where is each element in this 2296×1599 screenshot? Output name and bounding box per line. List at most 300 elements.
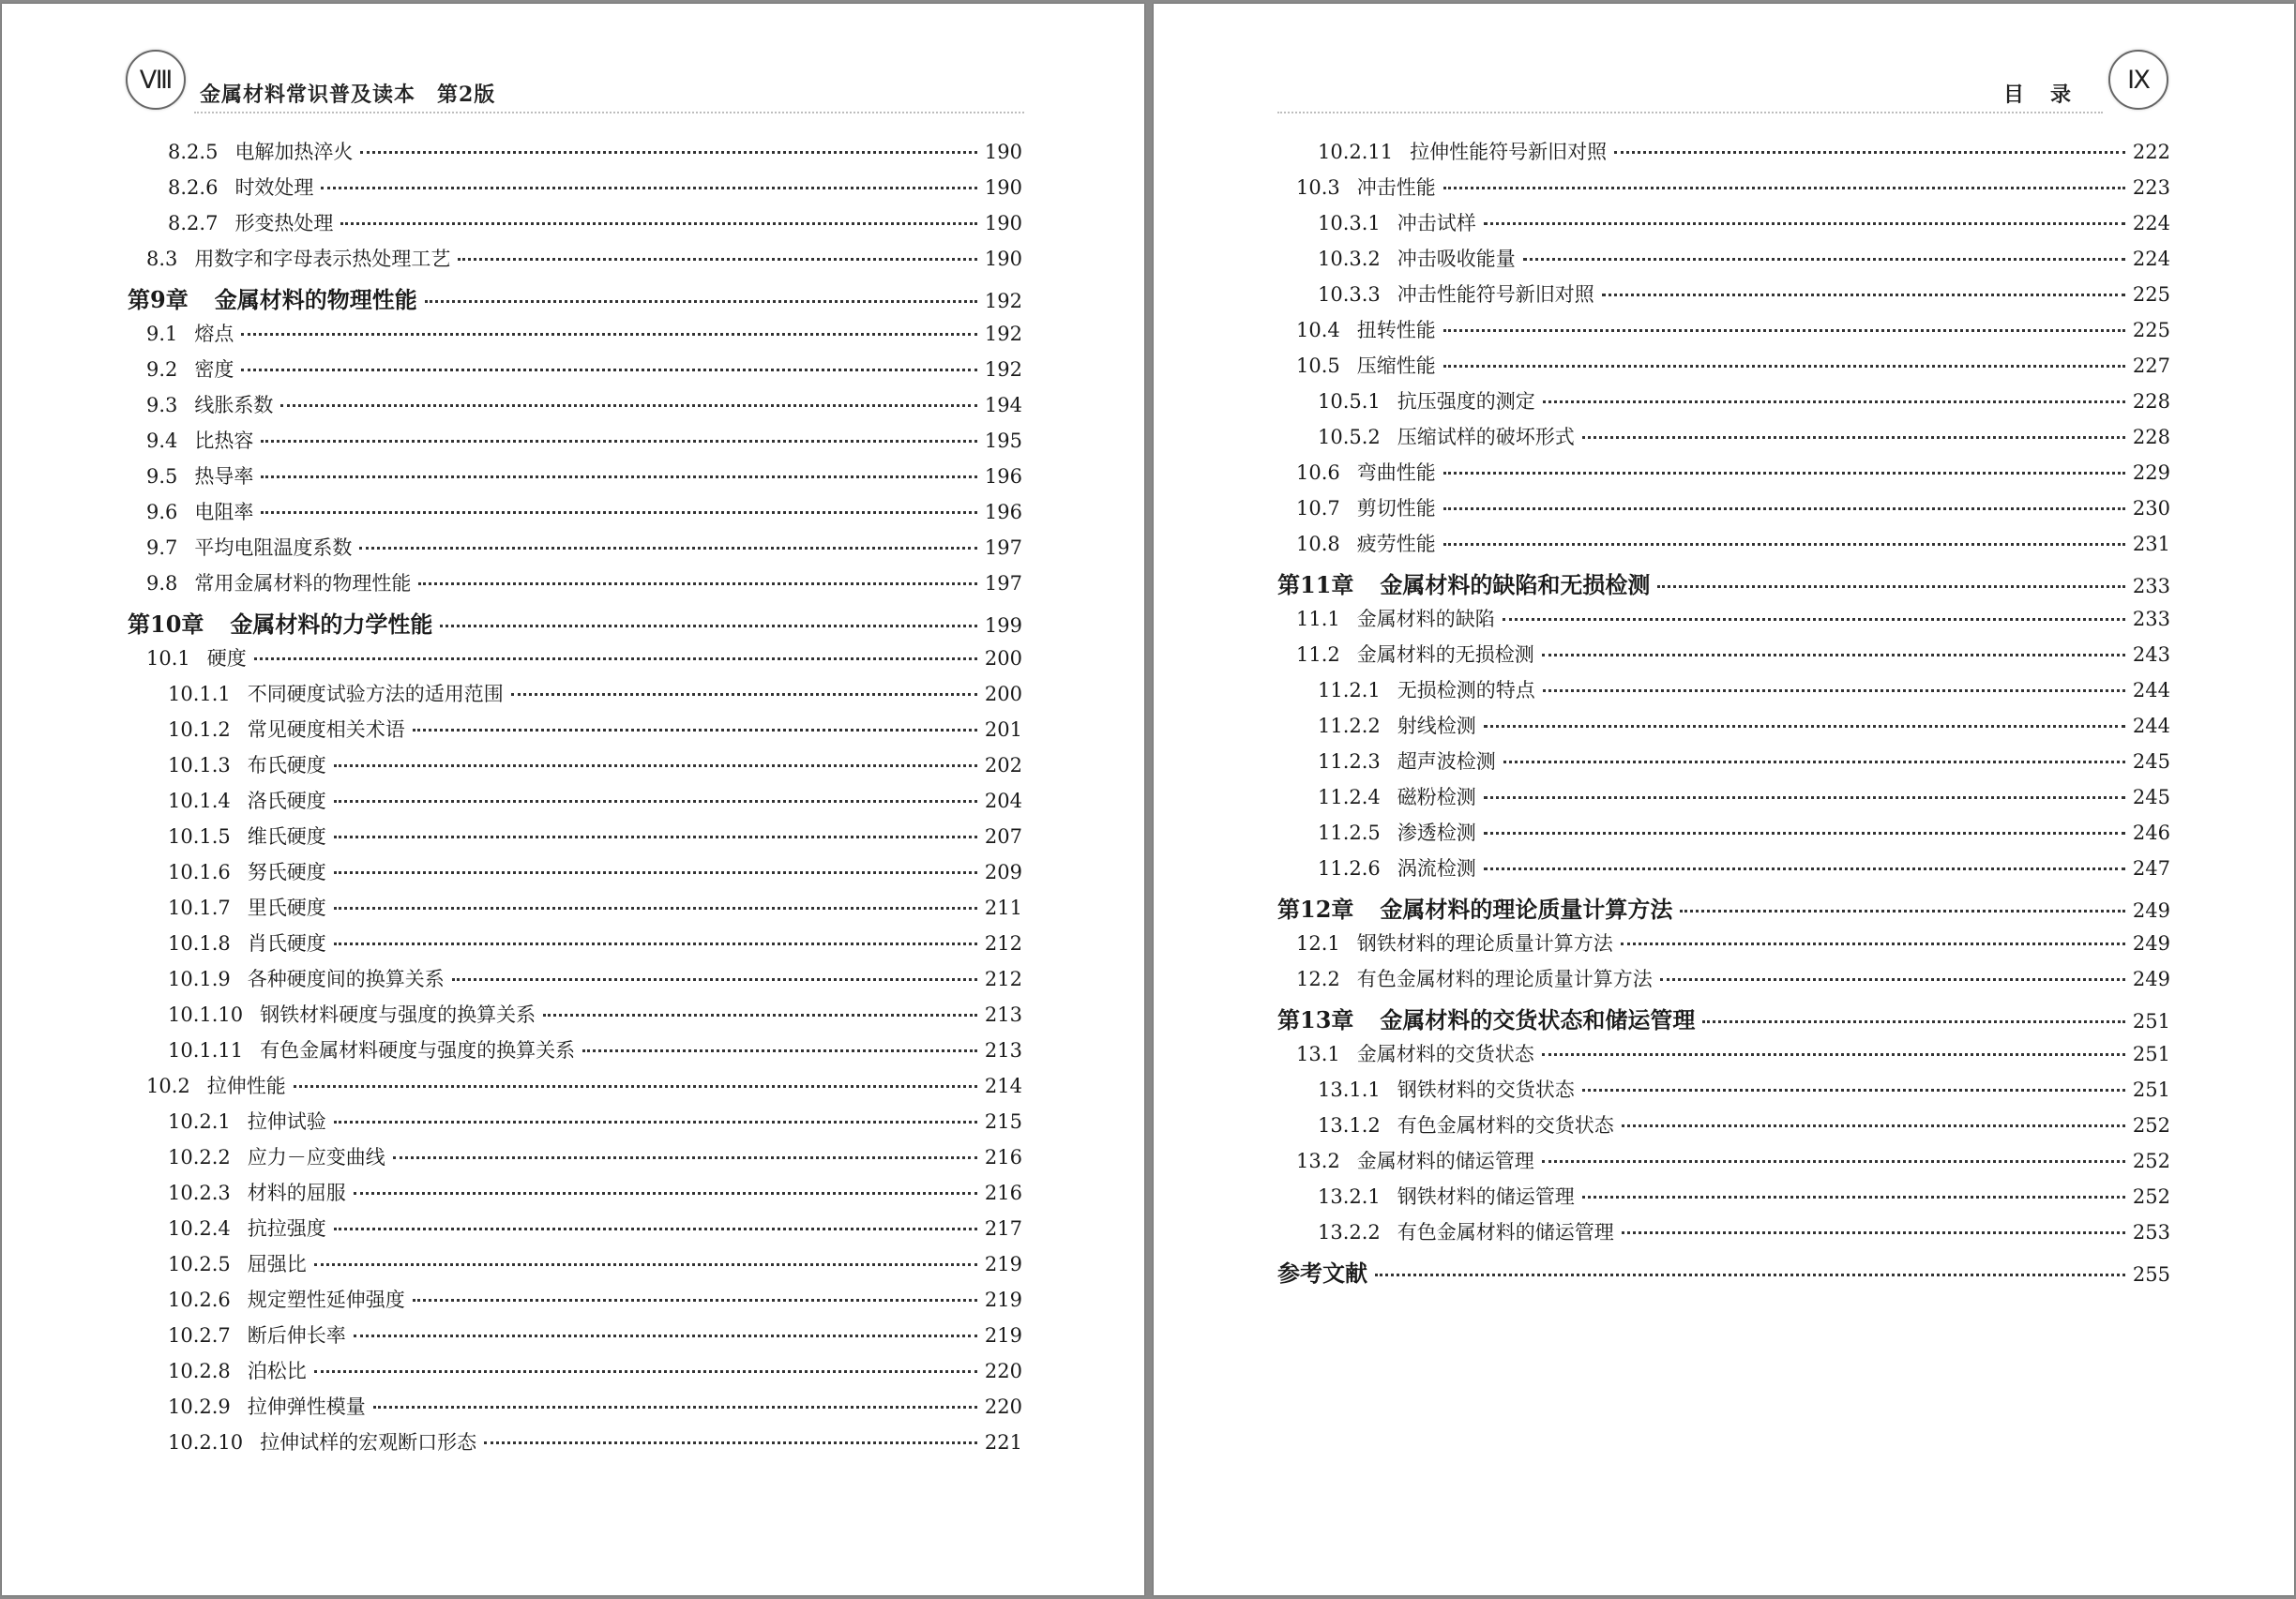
toc-entry[interactable] — [1277, 529, 2170, 565]
toc-entry-title: 泊松比 — [247, 1360, 307, 1382]
toc-entry[interactable] — [1277, 493, 2170, 529]
dot-leader — [1503, 618, 2125, 621]
toc-entry-title: 有色金属材料的理论质量计算方法 — [1356, 968, 1653, 990]
toc-list — [1277, 137, 2170, 1292]
dot-leader — [1621, 943, 2125, 945]
toc-chapter-entry[interactable] — [1277, 1255, 2170, 1292]
toc-entry-number: 11.2 — [1296, 643, 1340, 666]
toc-entry[interactable] — [1277, 928, 2170, 964]
toc-entry[interactable] — [1277, 351, 2170, 386]
toc-entry-page: 246 — [2132, 822, 2170, 844]
toc-entry[interactable] — [128, 533, 1022, 568]
toc-entry-page: 222 — [2132, 141, 2170, 163]
toc-entry-page: 225 — [2132, 319, 2170, 341]
toc-entry-number: 10.5.1 — [1318, 390, 1381, 413]
toc-entry-title: 里氏硬度 — [247, 897, 326, 919]
toc-entry[interactable] — [128, 1142, 1022, 1178]
toc-entry[interactable] — [128, 137, 1022, 173]
toc-entry-number: 第11章 — [1277, 571, 1354, 598]
dot-leader — [1443, 365, 2125, 368]
toc-entry-page: 244 — [2132, 715, 2170, 737]
toc-entry[interactable] — [128, 497, 1022, 533]
toc-entry-number: 10.2.8 — [168, 1360, 231, 1382]
toc-entry-number: 11.2.2 — [1318, 715, 1381, 737]
toc-entry-number: 13.2.1 — [1318, 1185, 1381, 1208]
toc-entry-title: 硬度 — [206, 647, 247, 670]
toc-entry-page: 227 — [2132, 354, 2170, 377]
dot-leader — [1614, 151, 2125, 154]
toc-entry-page: 192 — [984, 358, 1022, 381]
toc-entry[interactable] — [128, 715, 1022, 750]
toc-chapter-entry[interactable] — [128, 281, 1022, 319]
toc-entry-page: 216 — [984, 1146, 1022, 1169]
toc-entry-number: 10.1.10 — [168, 1003, 244, 1026]
toc-entry-page: 214 — [984, 1075, 1022, 1097]
toc-entry[interactable] — [128, 893, 1022, 928]
toc-entry-title: 电阻率 — [194, 501, 254, 523]
toc-entry-page: 228 — [2132, 390, 2170, 413]
dot-leader — [1443, 472, 2125, 475]
toc-entry-page: 190 — [984, 141, 1022, 163]
toc-entry-title: 冲击性能符号新旧对照 — [1397, 283, 1594, 306]
dot-leader — [334, 1121, 977, 1124]
toc-entry[interactable] — [1277, 747, 2170, 782]
toc-chapter-entry[interactable] — [1277, 1002, 2170, 1039]
toc-entry-number: 8.2.6 — [168, 176, 219, 199]
toc-entry[interactable] — [1277, 1182, 2170, 1217]
toc-entry-page: 219 — [984, 1253, 1022, 1275]
toc-entry[interactable] — [128, 568, 1022, 604]
toc-entry-title: 各种硬度间的换算关系 — [247, 968, 445, 990]
toc-entry-number: 9.4 — [146, 430, 178, 452]
toc-entry[interactable] — [128, 390, 1022, 426]
toc-entry-number: 13.2 — [1296, 1150, 1340, 1172]
toc-entry-title: 磁粉检测 — [1397, 786, 1476, 808]
toc-entry-title: 布氏硬度 — [247, 754, 326, 777]
toc-entry-title: 冲击性能 — [1356, 176, 1436, 199]
dot-leader — [294, 1085, 977, 1088]
toc-entry-number: 13.2.2 — [1318, 1221, 1381, 1244]
toc-entry-number: 10.2.1 — [168, 1110, 231, 1133]
toc-entry-title: 拉伸性能 — [206, 1075, 286, 1097]
toc-entry[interactable] — [1277, 1110, 2170, 1146]
toc-entry[interactable] — [128, 1356, 1022, 1392]
toc-entry-page: 244 — [2132, 679, 2170, 701]
toc-entry[interactable] — [128, 1285, 1022, 1320]
toc-entry-number: 10.1.11 — [168, 1039, 244, 1062]
toc-entry[interactable] — [128, 1071, 1022, 1107]
toc-entry-page: 213 — [984, 1003, 1022, 1026]
dot-leader — [359, 547, 977, 550]
toc-entry[interactable] — [1277, 137, 2170, 173]
toc-entry-title: 屈强比 — [247, 1253, 307, 1275]
toc-entry-title: 热导率 — [194, 465, 254, 488]
toc-entry[interactable] — [128, 173, 1022, 208]
toc-entry-number: 10.2.3 — [168, 1182, 231, 1204]
toc-entry-page: 220 — [984, 1395, 1022, 1418]
dot-leader — [1543, 689, 2125, 692]
toc-entry-title: 抗拉强度 — [247, 1217, 326, 1240]
dot-leader — [440, 625, 977, 627]
toc-entry-page: 233 — [2132, 608, 2170, 630]
toc-entry-page: 207 — [984, 825, 1022, 848]
toc-entry[interactable] — [128, 1107, 1022, 1142]
toc-entry-title: 金属材料的物理性能 — [214, 286, 417, 313]
toc-entry-number: 9.7 — [146, 536, 178, 559]
toc-entry-title: 拉伸试样的宏观断口形态 — [260, 1431, 477, 1454]
header-divider — [194, 112, 1024, 113]
toc-entry-number: 10.2.6 — [168, 1289, 231, 1311]
toc-entry-title: 疲劳性能 — [1356, 533, 1436, 555]
toc-entry-title: 渗透检测 — [1397, 822, 1476, 844]
toc-entry[interactable] — [128, 319, 1022, 354]
toc-entry-title: 不同硬度试验方法的适用范围 — [247, 683, 504, 705]
toc-entry-page: 220 — [984, 1360, 1022, 1382]
dot-leader — [334, 871, 977, 874]
toc-entry-number: 13.1 — [1296, 1043, 1340, 1065]
dot-leader — [261, 511, 977, 514]
toc-entry-number: 10.3.1 — [1318, 212, 1381, 234]
toc-entry[interactable] — [128, 786, 1022, 822]
toc-entry[interactable] — [128, 426, 1022, 461]
toc-entry-number: 10.1.8 — [168, 932, 231, 955]
toc-entry[interactable] — [1277, 458, 2170, 493]
toc-entry-title: 涡流检测 — [1397, 857, 1476, 880]
toc-entry-title: 熔点 — [194, 323, 234, 345]
toc-entry-number: 12.1 — [1296, 932, 1340, 955]
toc-entry-page: 252 — [2132, 1114, 2170, 1137]
toc-entry-title: 形变热处理 — [234, 212, 334, 234]
dot-leader — [413, 1299, 977, 1302]
toc-entry[interactable] — [128, 964, 1022, 1000]
dot-leader — [354, 1192, 977, 1195]
toc-entry-number: 10.2.4 — [168, 1217, 231, 1240]
toc-entry-page: 231 — [2132, 533, 2170, 555]
dot-leader — [1443, 507, 2125, 510]
toc-entry-page: 251 — [2132, 1010, 2170, 1033]
toc-entry-title: 钢铁材料的理论质量计算方法 — [1356, 932, 1613, 955]
toc-entry-number: 11.2.1 — [1318, 679, 1381, 701]
toc-entry-page: 190 — [984, 176, 1022, 199]
toc-entry-number: 10.2.2 — [168, 1146, 231, 1169]
toc-entry-page: 194 — [984, 394, 1022, 416]
toc-entry[interactable] — [128, 1214, 1022, 1249]
page-number-badge: Ⅸ — [2108, 50, 2168, 110]
toc-entry-title: 时效处理 — [234, 176, 314, 199]
toc-entry-page: 219 — [984, 1324, 1022, 1347]
dot-leader — [334, 800, 977, 803]
toc-entry-title: 常用金属材料的物理性能 — [194, 572, 412, 595]
toc-entry-title: 超声波检测 — [1397, 750, 1496, 773]
toc-entry-number: 11.2.4 — [1318, 786, 1381, 808]
toc-entry[interactable] — [128, 643, 1022, 679]
toc-entry-title: 有色金属材料的交货状态 — [1397, 1114, 1614, 1137]
toc-entry-title: 电解加热淬火 — [234, 141, 354, 163]
toc-entry[interactable] — [128, 857, 1022, 893]
toc-entry[interactable] — [1277, 173, 2170, 208]
toc-entry-title: 金属材料的理论质量计算方法 — [1380, 896, 1673, 923]
toc-entry-title: 金属材料的交货状态和储运管理 — [1380, 1006, 1696, 1033]
toc-entry-number: 11.2.5 — [1318, 822, 1381, 844]
toc-entry-title: 洛氏硬度 — [247, 790, 326, 812]
toc-entry[interactable] — [128, 461, 1022, 497]
dot-leader — [1582, 1196, 2125, 1199]
toc-chapter-entry[interactable] — [1277, 566, 2170, 604]
toc-entry-title: 压缩试样的破坏形式 — [1397, 426, 1575, 448]
toc-entry-title: 平均电阻温度系数 — [194, 536, 353, 559]
toc-entry-page: 196 — [984, 465, 1022, 488]
toc-entry-page: 199 — [984, 614, 1022, 637]
toc-entry-number: 第10章 — [128, 611, 204, 638]
toc-entry[interactable] — [128, 1178, 1022, 1214]
toc-entry[interactable] — [1277, 964, 2170, 1000]
toc-entry-number: 9.8 — [146, 572, 178, 595]
toc-entry[interactable] — [1277, 853, 2170, 889]
toc-entry-number: 10.7 — [1296, 497, 1340, 520]
toc-entry-page: 219 — [984, 1289, 1022, 1311]
toc-entry-title: 参考文献 — [1277, 1260, 1367, 1287]
toc-entry-title: 应力－应变曲线 — [247, 1146, 385, 1169]
toc-entry-number: 10.1.7 — [168, 897, 231, 919]
dot-leader — [1484, 725, 2125, 728]
toc-entry-title: 金属材料的缺陷 — [1356, 608, 1495, 630]
toc-entry[interactable] — [1277, 675, 2170, 711]
toc-entry-title: 常见硬度相关术语 — [247, 718, 405, 741]
toc-entry-page: 211 — [984, 897, 1022, 919]
toc-entry-page: 212 — [984, 968, 1022, 990]
running-head: 金属材料常识普及读本 第2版 — [200, 83, 496, 107]
toc-entry-title: 射线检测 — [1397, 715, 1476, 737]
toc-entry-page: 213 — [984, 1039, 1022, 1062]
dot-leader — [1582, 1089, 2125, 1092]
toc-entry-page: 251 — [2132, 1043, 2170, 1065]
dot-leader — [280, 404, 977, 407]
toc-entry-page: 249 — [2132, 899, 2170, 922]
toc-entry[interactable] — [1277, 818, 2170, 853]
toc-entry-number: 11.2.3 — [1318, 750, 1381, 773]
toc-entry-page: 209 — [984, 861, 1022, 883]
dot-leader — [413, 729, 977, 732]
toc-entry-title: 无损检测的特点 — [1397, 679, 1535, 701]
toc-entry-number: 10.4 — [1296, 319, 1340, 341]
toc-entry[interactable] — [1277, 422, 2170, 458]
toc-entry-title: 抗压强度的测定 — [1397, 390, 1535, 413]
dot-leader — [1602, 294, 2125, 296]
dot-leader — [1622, 1124, 2125, 1127]
toc-entry-page: 190 — [984, 248, 1022, 270]
toc-entry-number: 10.2 — [146, 1075, 190, 1097]
toc-entry-number: 9.2 — [146, 358, 178, 381]
dot-leader — [1484, 867, 2125, 870]
toc-entry-page: 190 — [984, 212, 1022, 234]
dot-leader — [1660, 978, 2125, 981]
page-number-badge: Ⅷ — [126, 50, 186, 110]
toc-entry-title: 压缩性能 — [1356, 354, 1436, 377]
toc-entry-title: 拉伸性能符号新旧对照 — [1410, 141, 1608, 163]
toc-entry[interactable] — [1277, 208, 2170, 244]
dot-leader — [334, 1228, 977, 1230]
toc-entry-page: 243 — [2132, 643, 2170, 666]
toc-chapter-entry[interactable] — [1277, 891, 2170, 928]
toc-entry-page: 197 — [984, 536, 1022, 559]
toc-entry[interactable] — [1277, 1217, 2170, 1253]
toc-entry-title: 拉伸试验 — [247, 1110, 326, 1133]
toc-chapter-entry[interactable] — [128, 606, 1022, 643]
toc-entry-number: 11.2.6 — [1318, 857, 1381, 880]
toc-entry-number: 10.1.9 — [168, 968, 231, 990]
toc-entry-number: 10.2.10 — [168, 1431, 244, 1454]
dot-leader — [314, 1370, 977, 1373]
toc-entry-number: 第13章 — [1277, 1006, 1354, 1033]
toc-entry-title: 金属材料的力学性能 — [230, 611, 433, 638]
toc-entry-number: 8.3 — [146, 248, 178, 270]
toc-entry[interactable] — [128, 208, 1022, 244]
toc-entry-title: 材料的屈服 — [247, 1182, 346, 1204]
dot-leader — [511, 693, 977, 696]
toc-entry-page: 224 — [2132, 248, 2170, 270]
toc-entry-title: 肖氏硬度 — [247, 932, 326, 955]
toc-entry-number: 10.2.5 — [168, 1253, 231, 1275]
toc-entry-page: 251 — [2132, 1079, 2170, 1101]
toc-entry-number: 10.5 — [1296, 354, 1340, 377]
toc-entry[interactable] — [1277, 640, 2170, 675]
dot-leader — [1375, 1274, 2125, 1276]
toc-entry-title: 维氏硬度 — [247, 825, 326, 848]
toc-entry[interactable] — [1277, 711, 2170, 747]
toc-entry-title: 扭转性能 — [1356, 319, 1436, 341]
toc-entry-page: 201 — [984, 718, 1022, 741]
dot-leader — [1542, 1053, 2125, 1056]
toc-entry[interactable] — [128, 1427, 1022, 1463]
toc-entry[interactable] — [128, 1000, 1022, 1035]
toc-entry-page: 192 — [984, 290, 1022, 312]
toc-entry[interactable] — [1277, 279, 2170, 315]
dot-leader — [418, 582, 977, 585]
dot-leader — [1523, 258, 2125, 261]
dot-leader — [373, 1406, 977, 1409]
toc-entry-title: 冲击试样 — [1397, 212, 1476, 234]
dot-leader — [458, 258, 977, 261]
toc-entry[interactable] — [128, 822, 1022, 857]
toc-entry-page: 255 — [2132, 1263, 2170, 1286]
toc-entry-title: 比热容 — [194, 430, 254, 452]
toc-entry-number: 10.1.1 — [168, 683, 231, 705]
dot-leader — [1702, 1020, 2125, 1023]
toc-entry-page: 225 — [2132, 283, 2170, 306]
dot-leader — [1622, 1231, 2125, 1234]
dot-leader — [484, 1441, 977, 1444]
toc-entry[interactable] — [1277, 244, 2170, 279]
dot-leader — [1542, 1160, 2125, 1163]
toc-entry-title: 剪切性能 — [1356, 497, 1436, 520]
dot-leader — [1680, 910, 2125, 913]
toc-entry[interactable] — [1277, 386, 2170, 422]
toc-entry[interactable] — [128, 679, 1022, 715]
dot-leader — [314, 1263, 977, 1266]
dot-leader — [425, 300, 977, 303]
toc-entry-title: 金属材料的无损检测 — [1356, 643, 1534, 666]
toc-entry[interactable] — [128, 928, 1022, 964]
toc-entry-number: 10.3 — [1296, 176, 1340, 199]
toc-entry-title: 弯曲性能 — [1356, 461, 1436, 484]
dot-leader — [261, 475, 977, 478]
dot-leader — [334, 907, 977, 910]
toc-entry-number: 12.2 — [1296, 968, 1340, 990]
dot-leader — [1543, 400, 2125, 403]
toc-entry-page: 223 — [2132, 176, 2170, 199]
toc-entry-page: 200 — [984, 647, 1022, 670]
toc-entry-number: 9.5 — [146, 465, 178, 488]
toc-entry-number: 10.3.2 — [1318, 248, 1381, 270]
toc-entry[interactable] — [128, 1320, 1022, 1356]
toc-entry-number: 10.2.9 — [168, 1395, 231, 1418]
toc-entry-page: 249 — [2132, 968, 2170, 990]
toc-entry-title: 拉伸弹性模量 — [247, 1395, 366, 1418]
toc-entry-number: 8.2.7 — [168, 212, 219, 234]
toc-entry-number: 10.6 — [1296, 461, 1340, 484]
toc-entry-page: 229 — [2132, 461, 2170, 484]
toc-entry-number: 13.1.1 — [1318, 1079, 1381, 1101]
toc-entry-number: 10.8 — [1296, 533, 1340, 555]
toc-entry-title: 金属材料的交货状态 — [1356, 1043, 1534, 1065]
toc-entry-number: 10.1.5 — [168, 825, 231, 848]
toc-entry-page: 212 — [984, 932, 1022, 955]
toc-entry[interactable] — [128, 354, 1022, 390]
toc-entry[interactable] — [128, 1392, 1022, 1427]
toc-entry[interactable] — [128, 1249, 1022, 1285]
toc-entry-number: 10.1.4 — [168, 790, 231, 812]
toc-entry-title: 努氏硬度 — [247, 861, 326, 883]
dot-leader — [261, 440, 977, 443]
toc-entry-page: 228 — [2132, 426, 2170, 448]
toc-entry-number: 10.1.6 — [168, 861, 231, 883]
toc-entry[interactable] — [1277, 1146, 2170, 1182]
dot-leader — [321, 187, 976, 189]
toc-entry-page: 252 — [2132, 1150, 2170, 1172]
dot-leader — [452, 978, 977, 981]
dot-leader — [340, 222, 976, 225]
toc-entry[interactable] — [128, 750, 1022, 786]
toc-entry-title: 金属材料的缺陷和无损检测 — [1380, 571, 1651, 598]
toc-entry-page: 197 — [984, 572, 1022, 595]
toc-entry[interactable] — [1277, 604, 2170, 640]
toc-entry-title: 线胀系数 — [194, 394, 274, 416]
toc-entry-page: 245 — [2132, 786, 2170, 808]
toc-entry-page: 245 — [2132, 750, 2170, 773]
toc-entry[interactable] — [1277, 782, 2170, 818]
toc-entry-page: 200 — [984, 683, 1022, 705]
toc-entry-number: 10.1.2 — [168, 718, 231, 741]
toc-entry[interactable] — [128, 244, 1022, 279]
toc-entry-title: 规定塑性延伸强度 — [247, 1289, 405, 1311]
toc-entry-number: 9.6 — [146, 501, 178, 523]
toc-entry[interactable] — [1277, 1075, 2170, 1110]
toc-entry-title: 用数字和字母表示热处理工艺 — [194, 248, 451, 270]
toc-entry-number: 10.1.3 — [168, 754, 231, 777]
dot-leader — [1484, 832, 2125, 835]
toc-entry[interactable] — [128, 1035, 1022, 1071]
toc-entry-title: 断后伸长率 — [247, 1324, 346, 1347]
toc-entry-title: 钢铁材料的储运管理 — [1397, 1185, 1575, 1208]
toc-entry-page: 247 — [2132, 857, 2170, 880]
dot-leader — [393, 1156, 977, 1159]
toc-entry[interactable] — [1277, 315, 2170, 351]
toc-entry-number: 13.1.2 — [1318, 1114, 1381, 1137]
dot-leader — [334, 943, 977, 945]
toc-entry-page: 215 — [984, 1110, 1022, 1133]
toc-entry-page: 195 — [984, 430, 1022, 452]
toc-entry[interactable] — [1277, 1039, 2170, 1075]
